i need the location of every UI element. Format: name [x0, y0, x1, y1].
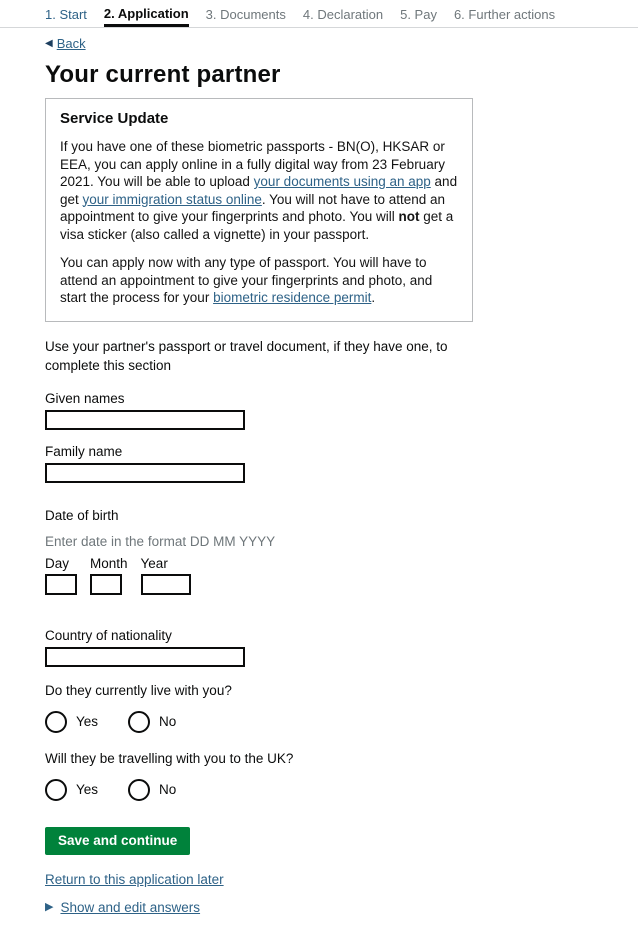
yes-option-label: Yes	[76, 714, 99, 729]
service-update-paragraph-1	[60, 138, 458, 243]
progress-nav	[0, 0, 638, 28]
live-together-radio-group	[45, 711, 638, 733]
date-format-hint: Enter date in the format DD MM YYYY	[45, 533, 276, 549]
service-update-text: .	[371, 290, 376, 305]
radio-button-icon[interactable]	[45, 779, 67, 801]
radio-button-icon[interactable]	[128, 711, 150, 733]
live-together-yes-option[interactable]	[45, 711, 98, 733]
given-names-input[interactable]	[45, 410, 245, 430]
travelling-yes-option[interactable]	[45, 779, 98, 801]
family-name-label: Family name	[45, 443, 123, 459]
year-label: Year	[140, 555, 168, 571]
show-edit-answers-row	[45, 900, 638, 929]
radio-button-icon[interactable]	[45, 711, 67, 733]
date-of-birth-group	[45, 556, 638, 595]
service-update-heading: Service Update	[60, 110, 169, 127]
nationality-label: Country of nationality	[45, 627, 172, 643]
disclosure-arrow-icon: ▶	[45, 900, 54, 913]
nav-step-documents: 3. Documents	[205, 7, 286, 22]
section-intro: Use your partner's passport or travel document, if they have one, to complete this section	[45, 338, 448, 373]
travelling-with-radio-group	[45, 779, 638, 801]
service-update-paragraph-2	[60, 254, 458, 307]
service-update-box	[45, 98, 473, 322]
no-option-label: No	[159, 782, 177, 797]
no-option-label: No	[159, 714, 177, 729]
question-travelling-with: Will they be travelling with you to the UK?	[45, 750, 294, 766]
page-title: Your current partner	[45, 61, 281, 88]
month-label: Month	[90, 555, 128, 571]
yes-option-label: Yes	[76, 782, 99, 797]
live-together-no-option[interactable]	[128, 711, 176, 733]
immigration-status-link[interactable]: your immigration status online	[82, 191, 262, 207]
nav-step-application[interactable]: 2. Application	[104, 6, 189, 27]
date-of-birth-label: Date of birth	[45, 507, 119, 523]
service-update-text: . You will not have to attend an appointment to give your fingerprints and photo. You will	[60, 191, 446, 224]
nav-step-further-actions: 6. Further actions	[453, 7, 556, 22]
day-label: Day	[45, 555, 70, 571]
day-input[interactable]	[45, 574, 77, 595]
back-arrow-icon: ◀	[45, 37, 53, 49]
month-input[interactable]	[90, 574, 122, 595]
return-later-link[interactable]: Return to this application later	[45, 871, 224, 887]
back-row	[45, 36, 638, 51]
service-update-text: You can apply now with any type of passport. You will have to attend an appointment to give your fingerprints and photo, and start the process for your	[60, 255, 433, 305]
nationality-input[interactable]	[45, 647, 245, 667]
travelling-no-option[interactable]	[128, 779, 176, 801]
service-update-text: and get	[60, 174, 458, 207]
question-live-together: Do they currently live with you?	[45, 682, 232, 698]
year-input[interactable]	[141, 574, 191, 595]
given-names-label: Given names	[45, 390, 125, 406]
documents-app-link[interactable]: your documents using an app	[253, 174, 431, 189]
back-link[interactable]: Back	[56, 36, 86, 51]
nav-step-start[interactable]: 1. Start	[45, 7, 87, 22]
nav-step-pay: 5. Pay	[400, 7, 437, 22]
save-and-continue-button[interactable]: Save and continue	[45, 827, 190, 855]
nav-step-declaration: 4. Declaration	[302, 7, 384, 22]
service-update-emphasis: not	[398, 209, 420, 224]
family-name-input[interactable]	[45, 463, 245, 483]
biometric-residence-permit-link[interactable]: biometric residence permit	[213, 290, 372, 305]
show-edit-answers-link[interactable]: Show and edit answers	[60, 899, 201, 915]
service-update-text: get a visa sticker (also called a vignette) in your passport.	[60, 209, 454, 242]
radio-button-icon[interactable]	[128, 779, 150, 801]
service-update-text: If you have one of these biometric passports - BN(O), HKSAR or EEA, you can apply online in a fully digital way from 23 February 2021. You will be able to upload	[60, 139, 445, 189]
